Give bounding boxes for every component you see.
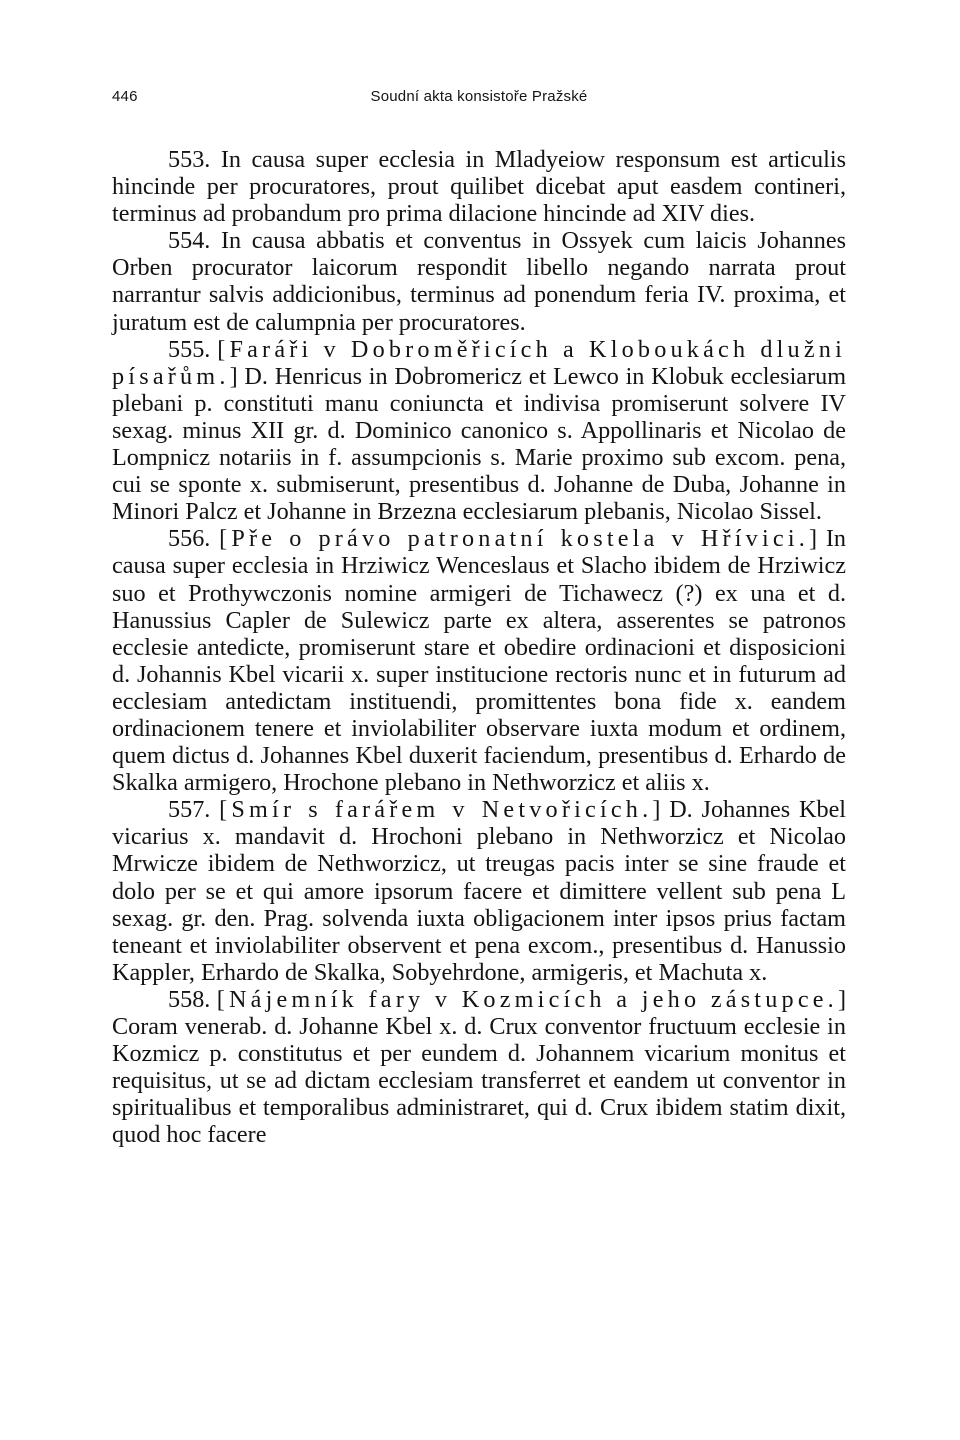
- entry-heading-close: ]: [808, 525, 818, 553]
- entry-number: 553.: [168, 146, 211, 173]
- entry-556: [112, 525, 846, 796]
- entry-text: Coram venerab. d. Johanne Kbel x. d. Crux conventor fructuum ecclesie in Kozmicz p. constitutus et per eundem d. Johannem vicarium monitus et requisitus, ut se ad dictam ecclesiam transferret et eandem ut conventor in spiritualibus et temporalibus administraret, qui d. Crux ibidem statim dixit, quod hoc facere: [112, 1013, 846, 1149]
- body-text: [112, 146, 846, 1148]
- entry-text: D. Johannes Kbel vicarius x. mandavit d. Hrochoni plebano in Nethworzicz et Nicolao Mrwicze ibidem de Nethworzicz, ut treugas pacis inter se sine fraude et dolo per se et qui amore ipsorum facere et dimittere vellent sub pena L sexag. gr. den. Prag. solvenda iuxta obligacionem inter ipsos prius factam teneant et inviolabiliter observent et pena excom., presentibus d. Hanussio Kappler, Erhardo de Skalka, Sobyehrdone, armigeris, et Machuta x.: [112, 796, 847, 986]
- entry-number: 554.: [168, 227, 211, 255]
- entry-heading-close: ]: [837, 985, 846, 1013]
- entry-557: [112, 796, 846, 986]
- running-head: [112, 88, 846, 116]
- page-number: 446: [112, 88, 138, 105]
- entry-heading: [Nájemník fary v Kozmicích a jeho zástupce.: [216, 985, 838, 1013]
- entry-heading: [Faráři v Dobroměřicích a Kloboukách dlužni písařům.: [112, 335, 846, 390]
- entry-text: D. Henricus in Dobromericz et Lewco in Klobuk ecclesiarum plebani p. constituti manu coniuncta et indivisa promiserunt solvere IV sexag. minus XII gr. d. Dominico canonico s. Appollinaris et Nicolao de Lompnicz notariis in f. assumpcionis s. Marie proximo sub excom. pena, cui se sponte x. submiserunt, presentibus d. Johanne de Duba, Johanne in Minori Palcz et Johanne in Brzezna ecclesiarum plebanis, Nicolao Sissel.: [112, 362, 847, 526]
- entry-number: 555.: [168, 335, 211, 363]
- entry-number: 557.: [168, 796, 211, 824]
- entry-text: In causa super ecclesia in Mladyeiow responsum est articulis hincinde per procuratores, prout quilibet dicebat aput easdem contineri, terminus ad probandum pro prima dilacione hincinde ad XIV dies.: [112, 146, 846, 228]
- entry-number: 558.: [168, 985, 211, 1013]
- entry-text: In causa abbatis et conventus in Ossyek cum laicis Johannes Orben procurator laicorum respondit libello negando narrata prout narrantur salvis addicionibus, terminus ad ponendum feria IV. proxima, et juratum est de calumpnia per procuratores.: [112, 227, 846, 336]
- entry-558: [112, 986, 846, 1149]
- entry-553: [112, 146, 846, 227]
- entry-number: 556.: [168, 525, 211, 553]
- document-page: [112, 88, 846, 1148]
- entry-heading-close: ]: [229, 362, 238, 390]
- entry-heading: [Pře o právo patronatní kostela v Hřívici.: [219, 525, 809, 553]
- running-title: Soudní akta konsistoře Pražské: [370, 88, 588, 105]
- entry-heading: [Smír s farářem v Netvořicích.: [219, 796, 653, 824]
- entry-555: [112, 336, 846, 526]
- entry-heading-close: ]: [652, 796, 661, 824]
- entry-text: In causa super ecclesia in Hrziwicz Wenceslaus et Slacho ibidem de Hrziwicz suo et Prothywczonis nomine armigeri de Tichawecz (?) ex una et d. Hanussius Capler de Sulewicz parte ex altera, asserentes se patronos ecclesie antedicte, promiserunt stare et obedire ordinacioni et disposicioni d. Johannis Kbel vicarii x. super institucione rectoris nunc et in futurum ad ecclesiam antedictam instituendi, promittentes bona fide x. eandem ordinacionem tenere et inviolabiliter observare iuxta modum et ordinem, quem dictus d. Johannes Kbel duxerit faciendum, presentibus d. Erhardo de Skalka armigero, Hrochone plebano in Nethworzicz et aliis x.: [112, 525, 846, 797]
- entry-554: [112, 227, 846, 335]
